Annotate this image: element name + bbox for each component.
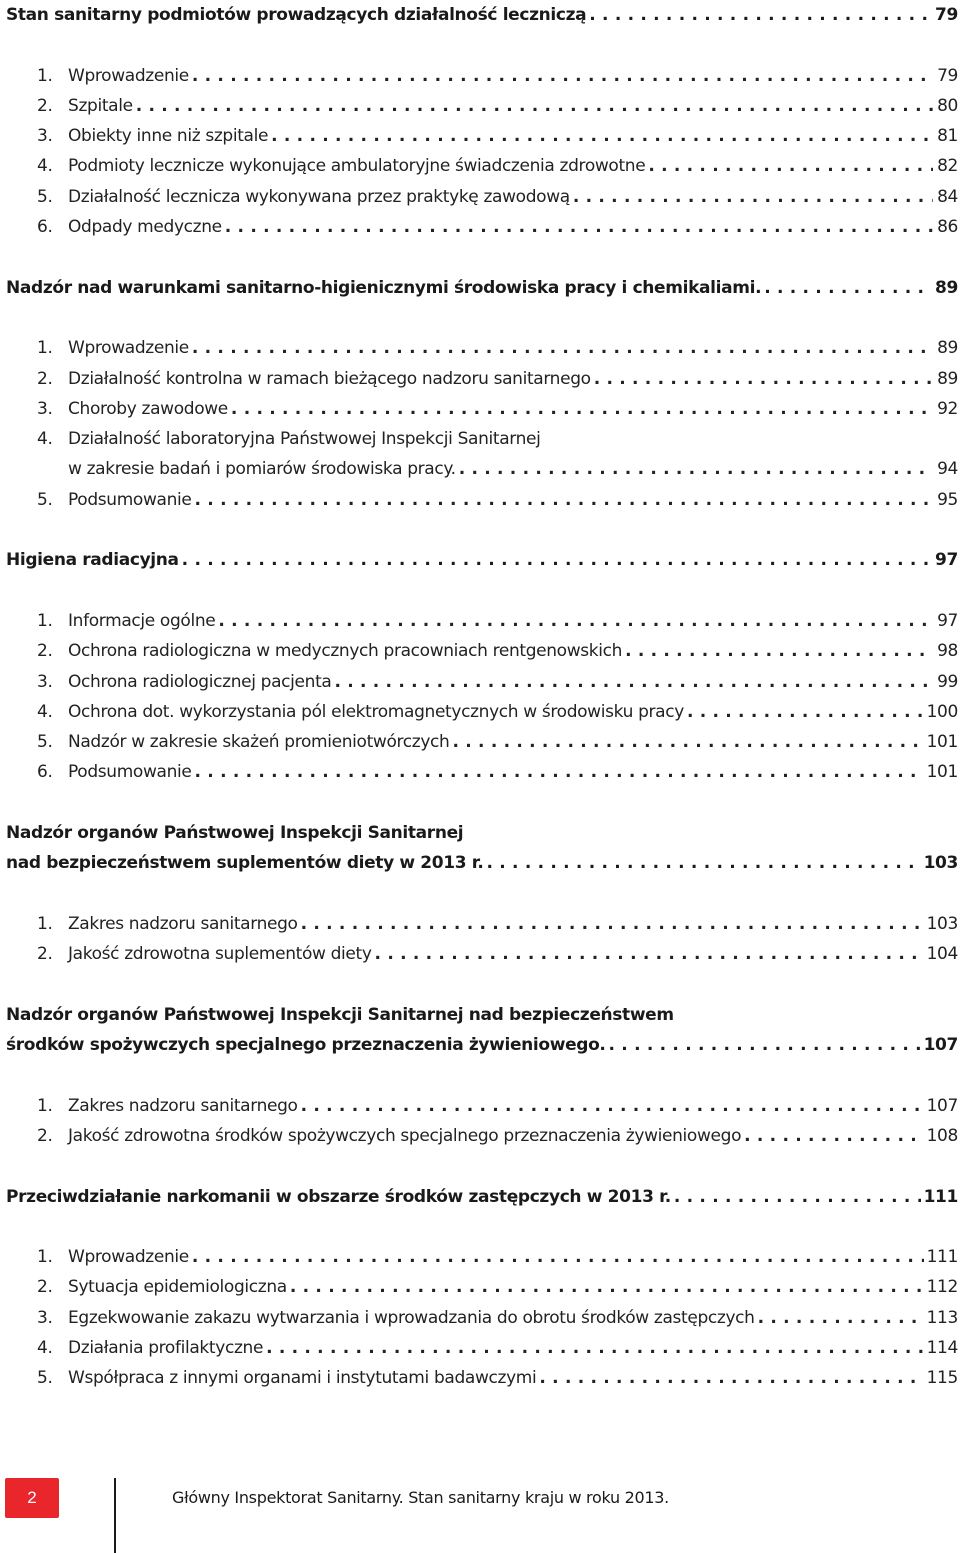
entry-label: Jakość zdrowotna suplementów diety: [68, 944, 372, 965]
toc-entry: [6, 1303, 958, 1333]
dot-leader: [487, 848, 921, 878]
entry-label: Informacje ogólne: [68, 610, 216, 631]
section-title: Przeciwdziałanie narkomanii w obszarze środków zastępczych w 2013 r.: [6, 1186, 671, 1207]
section-spacer: [6, 30, 958, 60]
dot-leader: [182, 545, 932, 575]
entry-number: 4.: [37, 701, 53, 722]
entry-label: Ochrona dot. wykorzystania pól elektromagnetycznych w środowisku pracy: [68, 701, 684, 722]
entry-page-number: 81: [937, 126, 958, 147]
entry-page-number: 101: [926, 762, 958, 783]
entry-number: 3.: [37, 398, 53, 419]
entry-label: Działalność kontrolna w ramach bieżącego nadzoru sanitarnego: [68, 368, 591, 389]
entry-page-number: 79: [937, 65, 958, 86]
toc-entry: [6, 212, 958, 242]
dot-leader: [674, 1182, 921, 1212]
entry-number: 2.: [37, 368, 53, 389]
toc-entry-line: [6, 424, 958, 454]
entry-number: 3.: [37, 671, 53, 692]
entry-label: Współpraca z innymi organami i instytutami badawczymi: [68, 1368, 537, 1389]
entry-page-number: 115: [926, 1368, 958, 1389]
toc-entry: [6, 1363, 958, 1393]
toc-entry: [6, 91, 958, 121]
entry-number: 2.: [37, 1277, 53, 1298]
dot-leader: [225, 212, 933, 242]
toc-entry: [6, 636, 958, 666]
footer-divider: [114, 1478, 116, 1553]
toc-entry: [6, 909, 958, 939]
section-spacer: [6, 1212, 958, 1242]
entry-number: 1.: [37, 610, 53, 631]
section-title: Stan sanitarny podmiotów prowadzących działalność leczniczą: [6, 5, 587, 25]
section-title-continued: środków spożywczych specjalnego przeznaczenia żywieniowego.: [6, 1035, 606, 1056]
section-heading: [6, 0, 958, 30]
dot-leader: [192, 1242, 924, 1272]
section-title: Nadzór organów Państwowej Inspekcji Sanitarnej nad bezpieczeństwem: [6, 1004, 674, 1025]
dot-leader: [290, 1272, 924, 1302]
section-title-line: [6, 818, 958, 848]
entry-number: 1.: [37, 1095, 53, 1116]
section-spacer: [6, 788, 958, 818]
entry-number: 6.: [37, 762, 53, 783]
toc-entry: [6, 727, 958, 757]
dot-leader: [764, 273, 932, 303]
entry-number: 4.: [37, 429, 53, 450]
entry-page-number: 103: [926, 913, 958, 934]
dot-leader: [271, 121, 933, 151]
section-spacer: [6, 879, 958, 909]
toc-entry: [6, 1272, 958, 1302]
entry-number: 1.: [37, 1247, 53, 1268]
entry-page-number: 92: [937, 398, 958, 419]
page-number-badge: 2: [5, 1478, 59, 1518]
entry-label: Działania profilaktyczne: [68, 1338, 264, 1359]
entry-number: 1.: [37, 338, 53, 359]
dot-leader: [687, 697, 924, 727]
dot-leader: [136, 91, 933, 121]
section-title-continued: nad bezpieczeństwem suplementów diety w 2013 r.: [6, 853, 484, 874]
entry-label: Jakość zdrowotna środków spożywczych specjalnego przeznaczenia żywieniowego: [68, 1125, 742, 1146]
entry-label: Szpitale: [68, 95, 133, 116]
entry-page-number: 98: [937, 641, 958, 662]
dot-leader: [589, 0, 932, 30]
entry-number: 3.: [37, 1307, 53, 1328]
section-spacer: [6, 515, 958, 545]
entry-label: Działalność lecznicza wykonywana przez praktykę zawodową: [68, 186, 570, 207]
entry-number: 5.: [37, 489, 53, 510]
entry-page-number: 108: [926, 1125, 958, 1146]
entry-page-number: 107: [926, 1095, 958, 1116]
section-heading: [6, 545, 958, 575]
toc-entry: [6, 1091, 958, 1121]
section-title: Nadzór organów Państwowej Inspekcji Sanitarnej: [6, 823, 464, 844]
entry-page-number: 97: [937, 610, 958, 631]
entry-page-number: 89: [937, 368, 958, 389]
toc-entry: [6, 939, 958, 969]
dot-leader: [375, 939, 924, 969]
entry-label: Wprowadzenie: [68, 65, 189, 86]
entry-page-number: 111: [926, 1247, 958, 1268]
entry-page-number: 82: [937, 156, 958, 177]
toc-entry: [6, 151, 958, 181]
section-title: Higiena radiacyjna: [6, 550, 179, 571]
dot-leader: [231, 394, 933, 424]
entry-label: Odpady medyczne: [68, 217, 222, 238]
dot-leader: [573, 182, 933, 212]
entry-number: 1.: [37, 913, 53, 934]
dot-leader: [195, 485, 933, 515]
entry-number: 5.: [37, 186, 53, 207]
entry-label: Egzekwowanie zakazu wytwarzania i wprowadzania do obrotu środków zastępczych: [68, 1307, 755, 1328]
dot-leader: [609, 1030, 921, 1060]
entry-number: 4.: [37, 156, 53, 177]
entry-number: 3.: [37, 126, 53, 147]
dot-leader: [334, 667, 933, 697]
entry-label: Podsumowanie: [68, 762, 192, 783]
section-page-number: 103: [923, 853, 958, 874]
section-spacer: [6, 576, 958, 606]
section-spacer: [6, 1060, 958, 1090]
entry-number: 6.: [37, 217, 53, 238]
dot-leader: [301, 1091, 924, 1121]
entry-page-number: 84: [937, 186, 958, 207]
entry-page-number: 112: [926, 1277, 958, 1298]
toc-entry: [6, 1333, 958, 1363]
entry-label: Nadzór w zakresie skażeń promieniotwórczych: [68, 732, 450, 753]
toc-entry: [6, 333, 958, 363]
toc-entry: [6, 1242, 958, 1272]
entry-number: 2.: [37, 944, 53, 965]
entry-label: Zakres nadzoru sanitarnego: [68, 1095, 298, 1116]
entry-page-number: 95: [937, 489, 958, 510]
section-title-line: [6, 1000, 958, 1030]
entry-label: Podsumowanie: [68, 489, 192, 510]
entry-label: Wprowadzenie: [68, 338, 189, 359]
toc-entry: [6, 364, 958, 394]
entry-label: Podmioty lecznicze wykonujące ambulatoryjne świadczenia zdrowotne: [68, 156, 646, 177]
dot-leader: [218, 606, 933, 636]
dot-leader: [192, 333, 933, 363]
section-page-number: 111: [923, 1186, 958, 1207]
entry-page-number: 94: [937, 459, 958, 480]
section-page-number: 89: [935, 277, 958, 298]
section-spacer: [6, 1151, 958, 1181]
section-heading: [6, 1182, 958, 1212]
entry-number: 5.: [37, 1368, 53, 1389]
entry-label: Choroby zawodowe: [68, 398, 228, 419]
toc-entry: [6, 667, 958, 697]
dot-leader: [648, 151, 933, 181]
entry-label: Ochrona radiologiczna w medycznych pracowniach rentgenowskich: [68, 641, 623, 662]
footer-publication-title: Główny Inspektorat Sanitarny. Stan sanitarny kraju w roku 2013.: [172, 1488, 669, 1507]
section-spacer: [6, 242, 958, 272]
entry-number: 2.: [37, 1125, 53, 1146]
section-title: Nadzór nad warunkami sanitarno-higienicznymi środowiska pracy i chemikaliami.: [6, 277, 762, 298]
entry-page-number: 114: [926, 1338, 958, 1359]
section-spacer: [6, 970, 958, 1000]
entry-label: Sytuacja epidemiologiczna: [68, 1277, 287, 1298]
dot-leader: [594, 364, 933, 394]
page-footer: [0, 1478, 960, 1553]
entry-number: 2.: [37, 95, 53, 116]
entry-page-number: 101: [926, 732, 958, 753]
section-heading: [6, 273, 958, 303]
dot-leader: [192, 61, 933, 91]
dot-leader: [266, 1333, 924, 1363]
entry-page-number: 86: [937, 217, 958, 238]
toc-entry: [6, 454, 958, 484]
entry-page-number: 99: [937, 671, 958, 692]
table-of-contents: [6, 0, 958, 1394]
entry-label: Wprowadzenie: [68, 1247, 189, 1268]
entry-number: 1.: [37, 65, 53, 86]
section-heading: [6, 1030, 958, 1060]
dot-leader: [301, 909, 924, 939]
toc-entry: [6, 394, 958, 424]
entry-label: Zakres nadzoru sanitarnego: [68, 913, 298, 934]
entry-number: 2.: [37, 641, 53, 662]
section-page-number: 107: [923, 1035, 958, 1056]
entry-number: 5.: [37, 732, 53, 753]
entry-page-number: 100: [926, 701, 958, 722]
toc-entry: [6, 1121, 958, 1151]
entry-label: Obiekty inne niż szpitale: [68, 126, 269, 147]
toc-entry: [6, 606, 958, 636]
toc-entry: [6, 121, 958, 151]
entry-label: Działalność laboratoryjna Państwowej Inspekcji Sanitarnej: [68, 429, 541, 450]
section-spacer: [6, 303, 958, 333]
entry-page-number: 113: [926, 1307, 958, 1328]
section-page-number: 97: [935, 550, 958, 571]
toc-entry: [6, 182, 958, 212]
dot-leader: [758, 1303, 924, 1333]
entry-page-number: 104: [926, 944, 958, 965]
dot-leader: [625, 636, 933, 666]
section-heading: [6, 848, 958, 878]
toc-entry: [6, 697, 958, 727]
toc-entry: [6, 61, 958, 91]
dot-leader: [459, 454, 933, 484]
dot-leader: [744, 1121, 923, 1151]
dot-leader: [452, 727, 923, 757]
toc-entry: [6, 757, 958, 787]
section-page-number: 79: [935, 5, 958, 25]
entry-label-continued: w zakresie badań i pomiarów środowiska pracy.: [68, 459, 456, 480]
entry-page-number: 89: [937, 338, 958, 359]
entry-label: Ochrona radiologicznej pacjenta: [68, 671, 332, 692]
dot-leader: [539, 1363, 923, 1393]
entry-number: 4.: [37, 1338, 53, 1359]
entry-page-number: 80: [937, 95, 958, 116]
toc-entry: [6, 485, 958, 515]
dot-leader: [195, 757, 924, 787]
